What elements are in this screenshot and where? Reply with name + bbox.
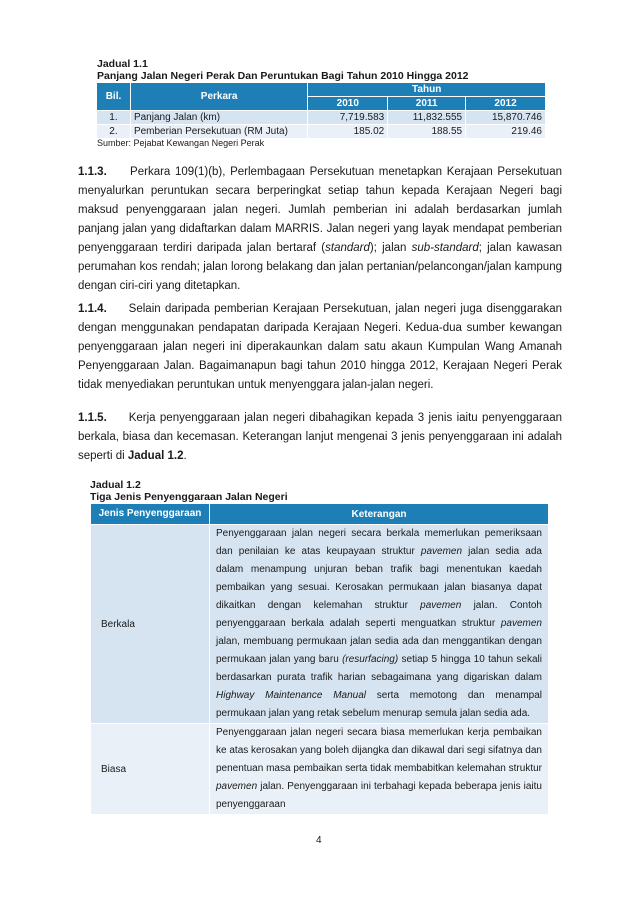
cell-2011: 11,832.555: [388, 111, 466, 125]
table-row: [91, 724, 549, 815]
table-1-1-title: Panjang Jalan Negeri Perak Dan Peruntukan Bagi Tahun 2010 Hingga 2012: [97, 70, 469, 82]
paragraph-1-1-5: 1.1.5. Kerja penyenggaraan jalan negeri dibahagikan kepada 3 jenis iaitu penyenggaraan berkala, biasa dan kecemasan. Keterangan lanjut mengenai 3 jenis penyenggaraan ini adalah seperti di Jadual 1.2.: [78, 412, 562, 462]
table-row: [97, 111, 546, 125]
cell-2011: 188.55: [388, 125, 466, 139]
paragraph-1-1-3: 1.1.3. Perkara 109(1)(b), Perlembagaan Persekutuan menetapkan Kerajaan Persekutuan menyalurkan peruntukan secara berperingkat setiap tahun kepada Kerajaan Negeri bagi maksud penyenggaraan jalan negeri. Jumlah pemberian ini adalah berdasarkan jumlah panjang jalan yang didaftarkan dalam MARRIS. Jalan negeri yang layak mendapat pemberian penyenggaraan terdiri daripada jalan bertaraf (standard); jalan sub-standard; jalan kawasan perumahan kos rendah; jalan lorong belakang dan jalan pertanian/pelancongan/jalan kampung dengan ciri-ciri yang ditetapkan.: [78, 166, 562, 292]
table-1-1: [96, 82, 546, 139]
cell-keterangan-berkala: Penyenggaraan jalan negeri secara berkala memerlukan pemeriksaan dan penilaian ke atas keupayaan struktur pavemen jalan sedia ada dalam menampung unjuran beban trafik bagi menentukan kaedah pembaikan yang sesuai. Kerosakan permukaan jalan biasanya dapat dikaitkan dengan kelemahan struktur pavemen jalan. Contoh penyenggaraan berkala adalah seperti menguatkan struktur pavemen jalan, membuang permukaan jalan sedia ada dan menggantikan dengan permukaan jalan yang baru (resurfacing) setiap 5 hingga 10 tahun sekali berdasarkan purata trafik harian sebagaimana yang digariskan dalam Highway Maintenance Manual serta memotong dan menampal permukaan jalan yang retak sebelum menurap semula jalan sedia ada.: [210, 525, 549, 724]
cell-2012: 15,870.746: [466, 111, 546, 125]
paragraph-number: 1.1.3.: [78, 166, 107, 178]
paragraph-number: 1.1.5.: [78, 412, 107, 424]
table-row: [91, 525, 549, 724]
header-bil: Bil.: [97, 83, 131, 111]
table-1-2-title: Tiga Jenis Penyenggaraan Jalan Negeri: [90, 491, 288, 503]
table-1-1-source: Sumber: Pejabat Kewangan Negeri Perak: [97, 138, 265, 148]
table-reference: Jadual 1.2: [127, 450, 184, 462]
table-1-2-label: Jadual 1.2: [90, 479, 141, 491]
cell-bil: 2.: [97, 125, 131, 139]
header-keterangan: Keterangan: [210, 504, 549, 525]
cell-bil: 1.: [97, 111, 131, 125]
cell-keterangan-biasa: Penyenggaraan jalan negeri secara biasa memerlukan kerja pembaikan ke atas kerosakan yang boleh dijangka dan dikawal dari segi sifatnya dan penentuan masa pembaikan serta tidak membabitkan kelemahan struktur pavemen jalan. Penyenggaraan ini terbahagi kepada beberapa jenis iaitu penyenggaraan: [210, 724, 549, 815]
header-2011: 2011: [388, 97, 466, 111]
table-row: [97, 125, 546, 139]
cell-jenis-berkala: Berkala: [91, 525, 210, 724]
cell-jenis-biasa: Biasa: [91, 724, 210, 815]
header-2010: 2010: [308, 97, 388, 111]
cell-perkara: Pemberian Persekutuan (RM Juta): [130, 125, 307, 139]
paragraph-number: 1.1.4.: [78, 303, 107, 315]
header-perkara: Perkara: [130, 83, 307, 111]
header-2012: 2012: [466, 97, 546, 111]
table-1-2: [90, 503, 549, 815]
cell-perkara: Panjang Jalan (km): [130, 111, 307, 125]
paragraph-1-1-4: 1.1.4. Selain daripada pemberian Kerajaan Persekutuan, jalan negeri juga disenggarakan dengan menggunakan pendapatan daripada Kerajaan Negeri. Kedua-dua sumber kewangan penyenggaraan jalan negeri ini diperakaunkan dalam satu akaun Kumpulan Wang Amanah Penyenggaraan Jalan. Bagaimanapun bagi tahun 2010 hingga 2012, Kerajaan Negeri Perak tidak menyediakan peruntukan untuk menyenggara jalan-jalan negeri.: [78, 303, 562, 391]
header-tahun: Tahun: [308, 83, 546, 97]
page-number: 4: [316, 835, 322, 846]
cell-2012: 219.46: [466, 125, 546, 139]
table-1-1-label: Jadual 1.1: [97, 58, 148, 70]
cell-2010: 185.02: [308, 125, 388, 139]
header-jenis: Jenis Penyenggaraan: [91, 504, 210, 525]
cell-2010: 7,719.583: [308, 111, 388, 125]
